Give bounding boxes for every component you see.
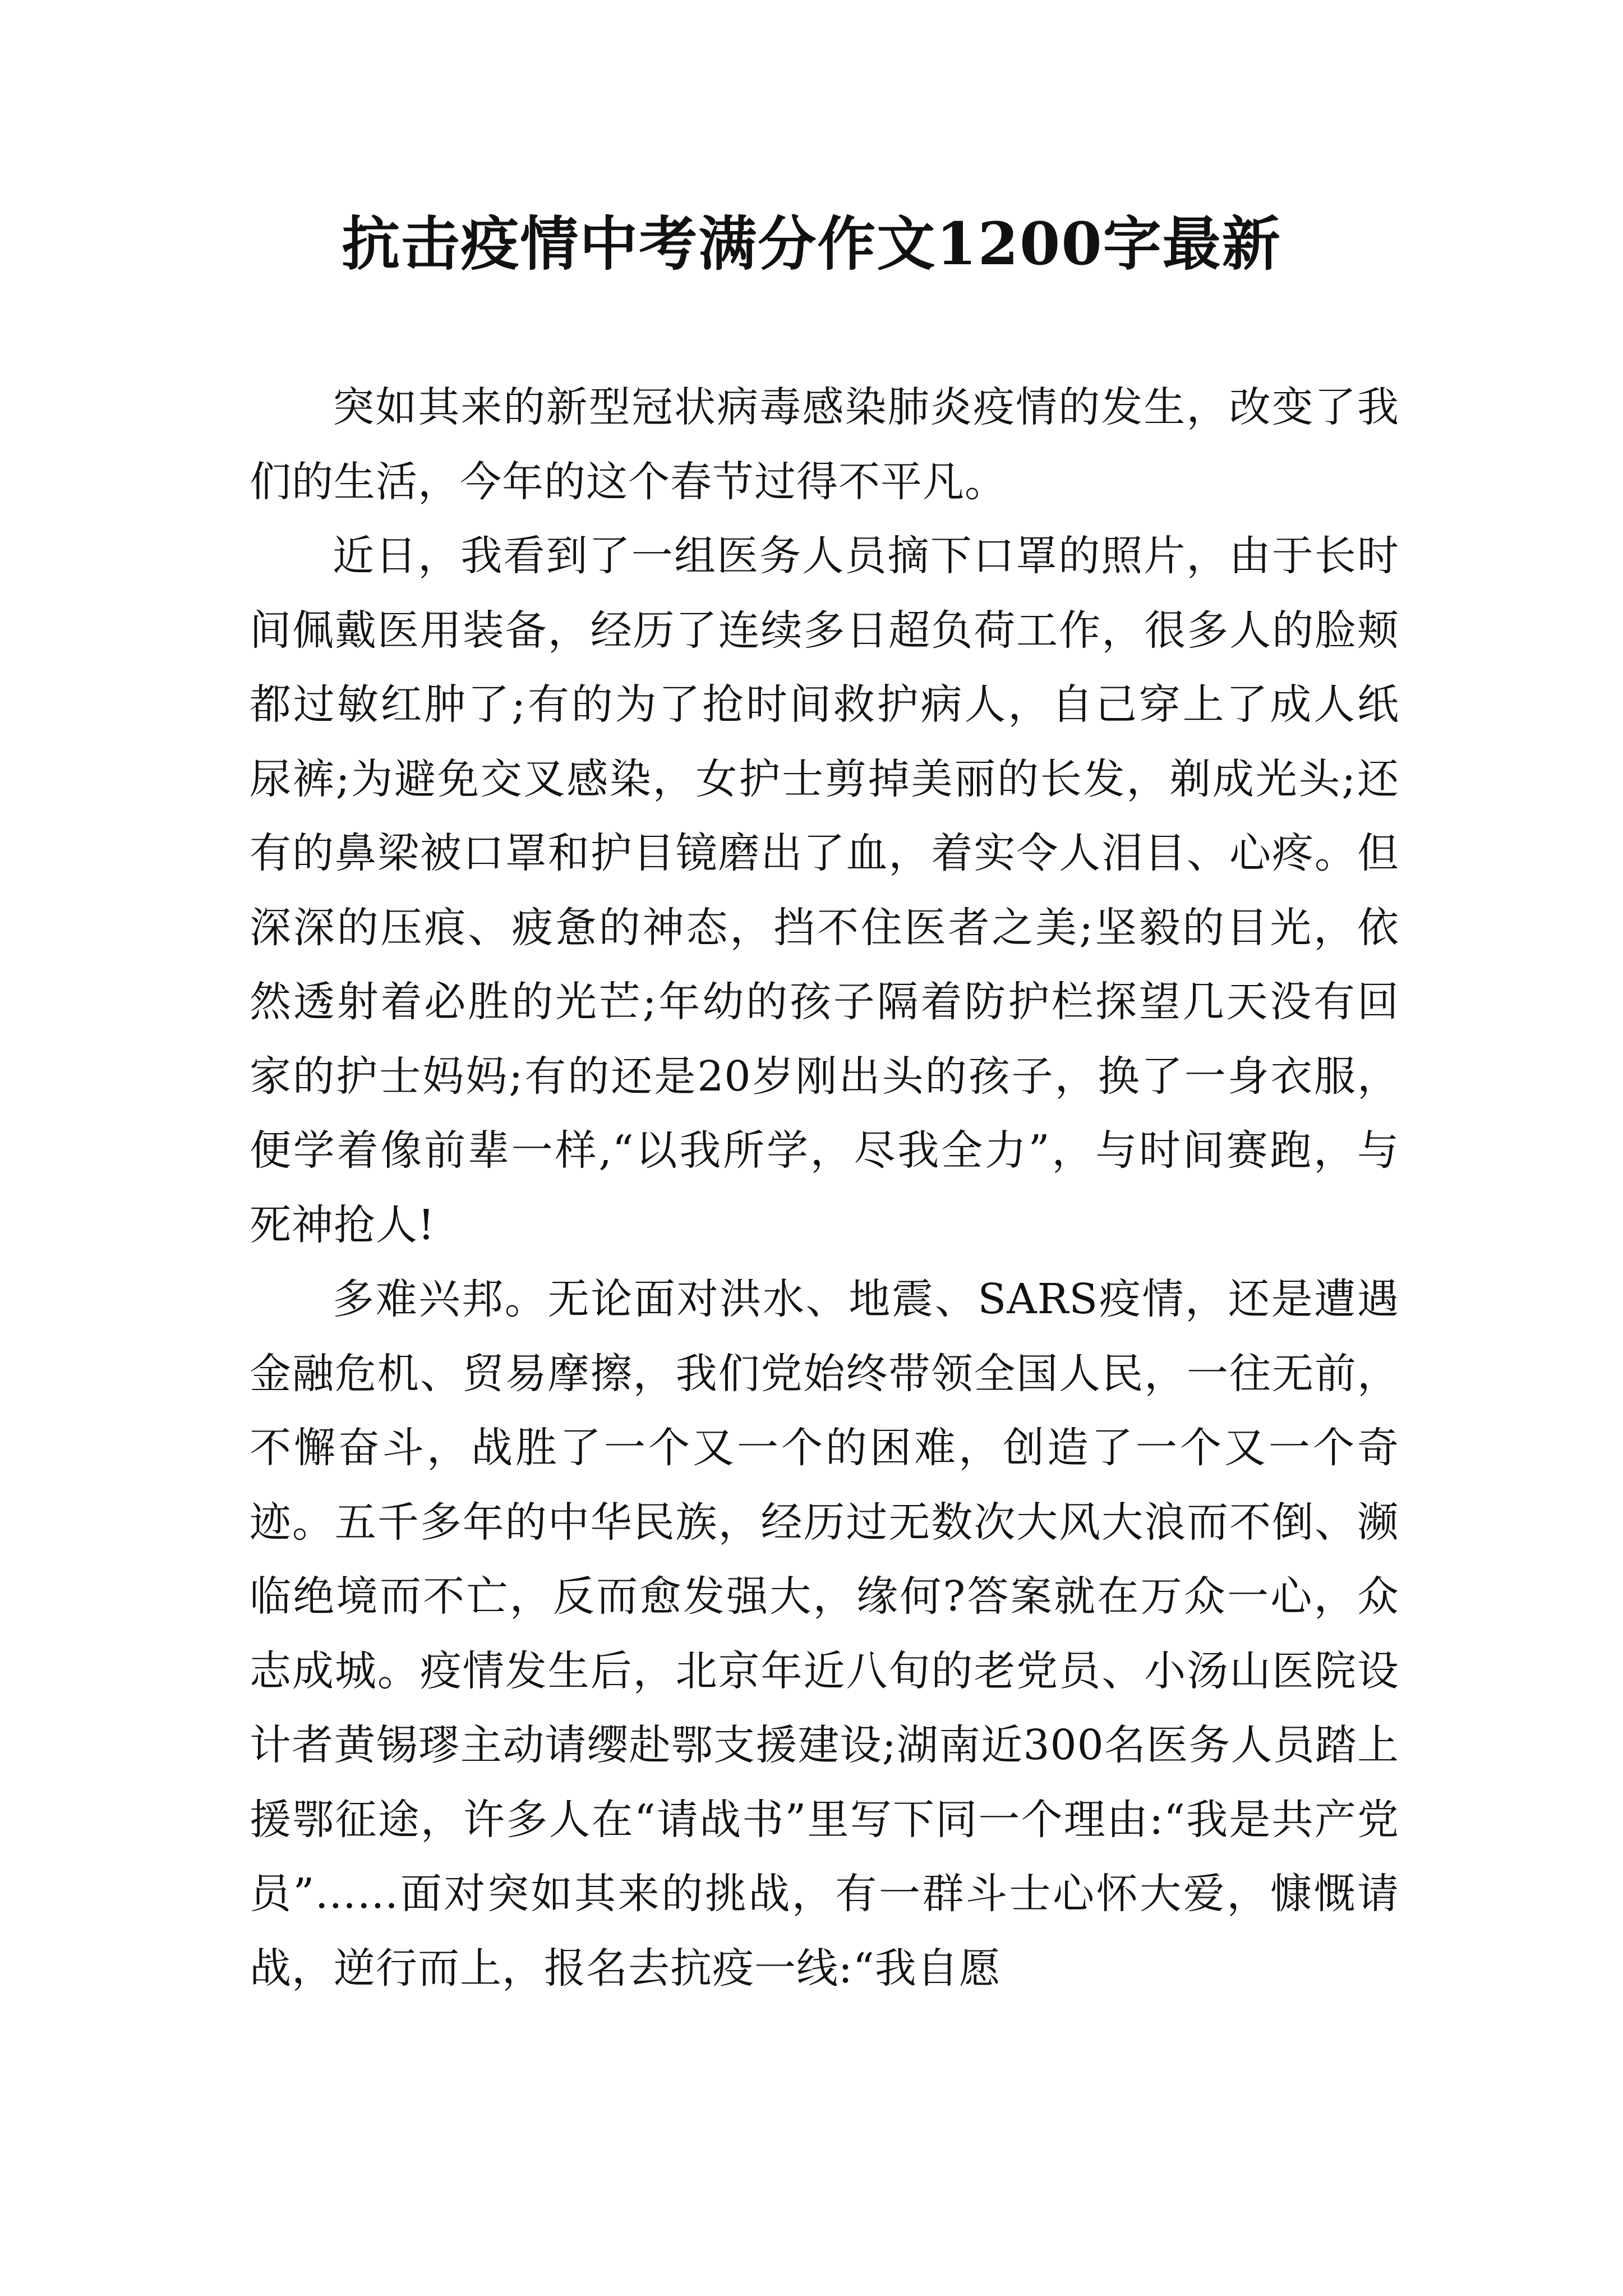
document-title: 抗击疫情中考满分作文1200字最新 [342,209,1281,278]
paragraph-1: 突如其来的新型冠状病毒感染肺炎疫情的发生，改变了我们的生活，今年的这个春节过得不平凡。 [250,383,1399,506]
paragraph-3: 多难兴邦。无论面对洪水、地震、SARS疫情，还是遭遇金融危机、贸易摩擦，我们党始终带领全国人民，一往无前，不懈奋斗，战胜了一个又一个的困难，创造了一个又一个奇迹。五千多年的中华民族，经历过无数次大风大浪而不倒、濒临绝境而不亡，反而愈发强大，缘何?答案就在万众一心，众志成城。疫情发生后，北京年近八旬的老党员、小汤山医院设计者黄锡璆主动请缨赴鄂支援建设;湖南近300名医务人员踏上援鄂征途，许多人在“请战书”里写下同一个理由:“我是共产党员”……面对突如其来的挑战，有一群斗士心怀大爱，慷慨请战，逆行而上，报名去抗疫一线:“我自愿 [250,1275,1399,1993]
document-body [250,370,1399,2005]
paragraph-2: 近日，我看到了一组医务人员摘下口罩的照片，由于长时间佩戴医用装备，经历了连续多日超负荷工作，很多人的脸颊都过敏红肿了;有的为了抢时间救护病人，自己穿上了成人纸尿裤;为避免交叉感染，女护士剪掉美丽的长发，剃成光头;还有的鼻梁被口罩和护目镜磨出了血，着实令人泪目、心疼。但深深的压痕、疲惫的神态，挡不住医者之美;坚毅的目光，依然透射着必胜的光芒;年幼的孩子隔着防护栏探望几天没有回家的护士妈妈;有的还是20岁刚出头的孩子，换了一身衣服，便学着像前辈一样,“以我所学，尽我全力”，与时间赛跑，与死神抢人! [250,532,1399,1249]
